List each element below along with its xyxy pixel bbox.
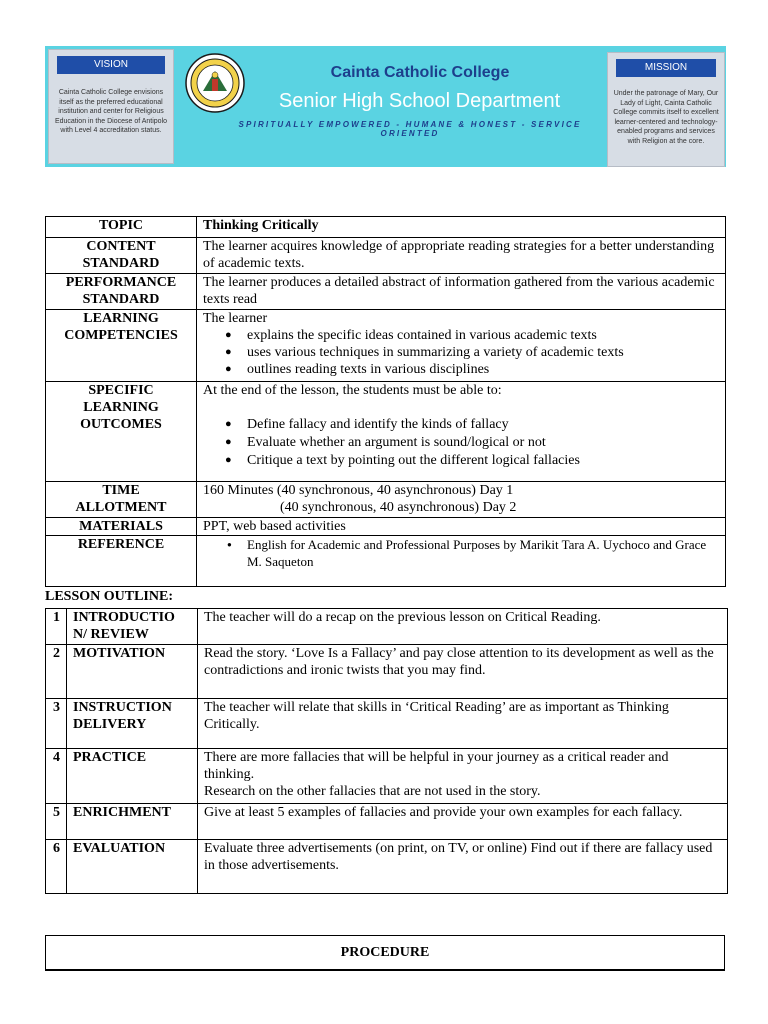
materials-row: [46, 518, 726, 536]
row-text: The teacher will do a recap on the previous lesson on Critical Reading.: [198, 609, 728, 645]
row-text: [198, 749, 728, 804]
vision-title: VISION: [57, 56, 165, 74]
college-seal-logo: [185, 53, 245, 113]
row-label: MOTIVATION: [67, 645, 198, 699]
lesson-info-table: [45, 216, 726, 587]
performance-standard-label: [46, 274, 197, 310]
vision-text: Cainta Catholic College envisions itself as the preferred educational institution and center for Religious Education in the Diocese of Antipolo with Level 4 accreditation status.: [54, 89, 168, 134]
reference-row: [46, 536, 726, 587]
list-item: ● Critique a text by pointing out the different logical fallacies: [247, 452, 719, 469]
row-text: Give at least 5 examples of fallacies and provide your own examples for each fallacy.: [198, 804, 728, 840]
row-text: The teacher will relate that skills in ‘Critical Reading’ are as important as Thinking Critically.: [198, 699, 728, 749]
learning-outcomes-value: [197, 382, 726, 482]
department-name: Senior High School Department: [278, 90, 561, 112]
practice-text: There are more fallacies that will be helpful in your journey as a critical reader and thinking.: [204, 750, 669, 782]
content-standard-value: The learner acquires knowledge of appropriate reading strategies for a better understanding of academic texts.: [197, 238, 726, 274]
list-item: ● Define fallacy and identify the kinds of fallacy: [247, 416, 719, 433]
reference-label: REFERENCE: [46, 536, 197, 587]
mission-text: Under the patronage of Mary, Our Lady of Light, Cainta Catholic College commits itself to excellent learner-centered and technology-enabled programs and services with Religion at the core.: [613, 90, 719, 145]
competencies-list: [203, 327, 719, 378]
outcomes-intro: At the end of the lesson, the students must be able to:: [203, 383, 502, 398]
learning-competencies-row: [46, 310, 726, 382]
row-number: 6: [46, 840, 67, 894]
mission-box: [607, 52, 725, 167]
row-number: 4: [46, 749, 67, 804]
outcomes-list: [203, 416, 719, 469]
learning-competencies-value: [197, 310, 726, 382]
label-line: COMPETENCIES: [64, 328, 178, 343]
table-row: [46, 645, 728, 699]
label-line: STANDARD: [82, 256, 160, 271]
row-label: EVALUATION: [67, 840, 198, 894]
time-line: (40 synchronous, 40 asynchronous) Day 2: [280, 500, 517, 515]
learning-outcomes-label: [46, 382, 197, 482]
label-line: STANDARD: [82, 292, 160, 307]
label-line: SPECIFIC: [88, 383, 154, 398]
row-text: Read the story. ‘Love Is a Fallacy’ and pay close attention to its development as well as the contradictions and ironic twists that you may find.: [198, 645, 728, 699]
reference-value: [197, 536, 726, 587]
table-row: [46, 804, 728, 840]
materials-value: PPT, web based activities: [197, 518, 726, 536]
label-line: TIME: [102, 483, 140, 498]
row-number: 2: [46, 645, 67, 699]
list-item: ● English for Academic and Professional Purposes by Marikit Tara A. Uychoco and Grace M. Saqueton: [247, 536, 719, 570]
label-line: LEARNING: [83, 311, 159, 326]
learning-outcomes-row: [46, 382, 726, 482]
table-row: [46, 840, 728, 894]
time-line: 160 Minutes (40 synchronous, 40 asynchronous) Day 1: [203, 483, 514, 498]
lesson-outline-table: [45, 608, 728, 894]
row-label: INSTRUCTION DELIVERY: [67, 699, 198, 749]
mission-title: MISSION: [616, 59, 716, 77]
topic-row: [46, 217, 726, 238]
procedure-heading: PROCEDURE: [45, 935, 725, 971]
list-item: ● uses various techniques in summarizing a variety of academic texts: [247, 344, 719, 361]
topic-value: Thinking Critically: [197, 217, 726, 238]
label-line: ALLOTMENT: [75, 500, 167, 515]
content-standard-label: [46, 238, 197, 274]
label-line: OUTCOMES: [80, 417, 162, 432]
row-number: 3: [46, 699, 67, 749]
competencies-intro: The learner: [203, 311, 268, 326]
row-label: INTRODUCTIO N/ REVIEW: [67, 609, 198, 645]
list-item: ● explains the specific ideas contained in various academic texts: [247, 327, 719, 344]
practice-text-2: Research on the other fallacies that are not used in the story.: [204, 784, 541, 799]
list-item: ● outlines reading texts in various disciplines: [247, 361, 719, 378]
college-name: Cainta Catholic College: [330, 64, 510, 81]
table-row: [46, 749, 728, 804]
performance-standard-value: The learner produces a detailed abstract of information gathered from the various academic texts read: [197, 274, 726, 310]
row-label: PRACTICE: [67, 749, 198, 804]
time-allotment-row: [46, 482, 726, 518]
row-number: 1: [46, 609, 67, 645]
table-row: [46, 609, 728, 645]
motto: SPIRITUALLY EMPOWERED - HUMANE & HONEST - SERVICE ORIENTED: [238, 120, 582, 138]
content-standard-row: [46, 238, 726, 274]
vision-box: [48, 49, 174, 164]
lesson-outline-title: LESSON OUTLINE:: [45, 589, 173, 604]
row-text: Evaluate three advertisements (on print, on TV, or online) Find out if there are fallacy used in those advertisements.: [198, 840, 728, 894]
reference-list: [203, 536, 719, 570]
time-allotment-label: [46, 482, 197, 518]
header-banner: [45, 46, 726, 167]
materials-label: MATERIALS: [46, 518, 197, 536]
label-line: PERFORMANCE: [65, 275, 177, 290]
performance-standard-row: [46, 274, 726, 310]
label-line: LEARNING: [83, 400, 159, 415]
time-allotment-value: [197, 482, 726, 518]
table-row: [46, 699, 728, 749]
row-label: ENRICHMENT: [67, 804, 198, 840]
topic-label: TOPIC: [46, 217, 197, 238]
label-line: CONTENT: [86, 239, 156, 254]
learning-competencies-label: [46, 310, 197, 382]
row-number: 5: [46, 804, 67, 840]
list-item: ● Evaluate whether an argument is sound/logical or not: [247, 434, 719, 451]
